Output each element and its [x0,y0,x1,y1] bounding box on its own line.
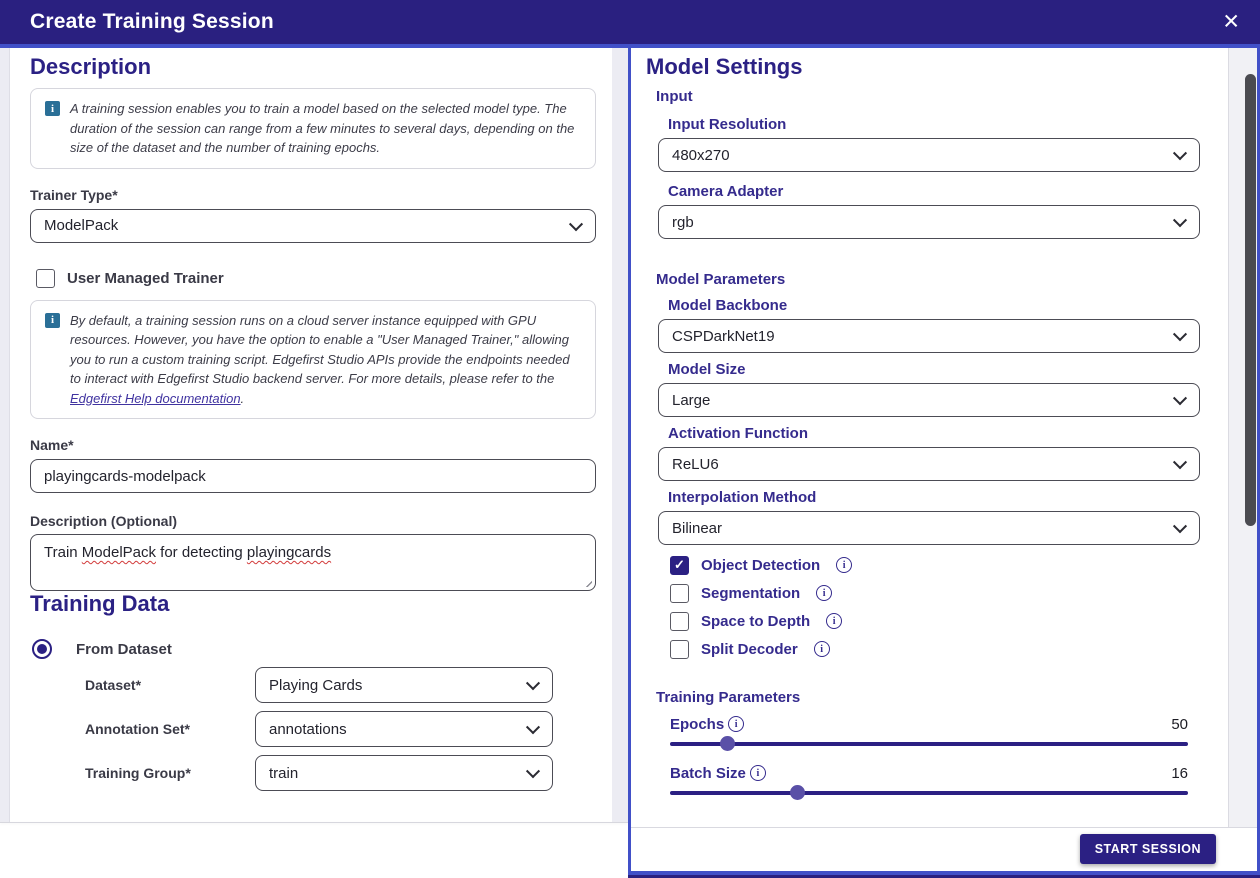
chevron-down-icon [569,217,583,231]
interpolation-method-select[interactable] [658,511,1200,545]
annotation-set-value: annotations [269,720,347,738]
center-gutter [612,48,628,822]
split-decoder-label: Split Decoder [701,640,798,658]
description-textarea[interactable]: Train ModelPack for detecting playingcards [30,534,596,591]
space-to-depth-checkbox-row[interactable] [670,609,1216,633]
batch-size-value: 16 [1171,764,1188,782]
batch-size-label: Batch Size i [670,765,766,782]
info-circle-icon[interactable]: i [750,765,766,781]
trainer-type-select[interactable] [30,209,596,243]
input-resolution-label: Input Resolution [668,116,787,133]
name-value: playingcards-modelpack [44,467,206,485]
training-data-section-heading: Training Data [30,591,170,616]
model-size-value: Large [672,391,711,409]
user-managed-trainer-checkbox-row[interactable] [36,269,596,288]
close-icon[interactable]: ✕ [1222,10,1240,34]
dataset-select[interactable] [255,667,553,703]
chevron-down-icon [526,764,540,778]
panel-scrollbar-thumb[interactable] [1245,74,1256,526]
segmentation-checkbox[interactable] [670,584,689,603]
segmentation-label: Segmentation [701,584,801,602]
model-size-select[interactable] [658,383,1200,417]
user-managed-info-box [30,300,596,420]
chevron-down-icon [526,720,540,734]
from-dataset-radio[interactable] [32,639,52,659]
chevron-down-icon [1173,146,1187,160]
annotation-set-row [30,711,596,747]
training-group-row [30,755,596,791]
model-parameters-heading: Model Parameters [656,271,786,288]
description-optional-label: Description (Optional) [30,513,177,529]
model-backbone-label: Model Backbone [668,297,788,314]
chevron-down-icon [1173,391,1187,405]
space-to-depth-checkbox[interactable] [670,612,689,631]
batch-size-slider-thumb[interactable] [790,785,805,800]
interpolation-method-value: Bilinear [672,519,723,537]
object-detection-checkbox[interactable]: ✓ [670,556,689,575]
info-circle-icon[interactable]: i [816,585,832,601]
batch-size-slider[interactable] [670,791,1188,795]
left-column [0,48,628,878]
chevron-down-icon [1173,455,1187,469]
info-text: By default, a training session runs on a cloud server instance equipped with GPU resources. However, you have the option to enable a "User Managed Trainer," allowing you to run a custom training script. Edgefirst Studio APIs provide the endpoints needed to interact with Edgefirst Studio backend server. For more details, please refer to the Edgefirst Help documentation. [70,312,570,406]
activation-function-label: Activation Function [668,425,808,442]
model-size-label: Model Size [668,361,746,378]
dataset-label: Dataset* [85,676,142,693]
epochs-slider-thumb[interactable] [720,736,735,751]
chevron-down-icon [1173,519,1187,533]
info-circle-icon[interactable]: i [728,716,744,732]
info-square-icon: i [45,313,60,328]
trainer-type-label: Trainer Type* [30,186,118,203]
info-circle-icon[interactable]: i [814,641,830,657]
object-detection-label: Object Detection [701,556,821,574]
chevron-down-icon [1173,213,1187,227]
info-text: A training session enables you to train a model based on the selected model type. The duration of the session can range from a few minutes to several days, depending on the size of the dataset and the number of training epochs. [70,101,575,155]
misspelled-word: ModelPack [81,544,156,561]
model-backbone-value: CSPDarkNet19 [672,327,775,345]
info-square-icon: i [45,101,60,116]
epochs-value: 50 [1171,715,1188,733]
textarea-resize-handle[interactable] [582,577,592,587]
training-group-label: Training Group* [85,764,191,781]
camera-adapter-label: Camera Adapter [668,183,784,200]
misspelled-word: playingcards [246,544,332,561]
object-detection-checkbox-row[interactable] [670,553,1216,577]
training-session-info-box [30,88,596,169]
left-gutter [0,48,10,822]
dataset-row [30,667,596,703]
panel-scrollbar-track[interactable] [1228,48,1257,830]
interpolation-method-label: Interpolation Method [668,489,817,506]
epochs-slider[interactable] [670,742,1188,746]
epochs-label: Epochs i [670,716,744,733]
dialog-title: Create Training Session [30,10,274,33]
annotation-set-select[interactable] [255,711,553,747]
panel-footer [631,827,1257,871]
info-circle-icon[interactable]: i [826,613,842,629]
edgefirst-help-link[interactable]: Edgefirst Help documentation [70,390,241,406]
user-managed-trainer-label: User Managed Trainer [67,269,224,287]
activation-function-select[interactable] [658,447,1200,481]
input-resolution-value: 480x270 [672,146,730,164]
description-section-heading: Description [30,54,152,79]
trainer-type-value: ModelPack [44,217,119,234]
training-parameters-heading: Training Parameters [656,689,801,706]
model-settings-panel [628,48,1260,875]
annotation-set-label: Annotation Set* [85,720,190,737]
dialog-header [0,0,1260,44]
info-circle-icon[interactable]: i [836,557,852,573]
dataset-value: Playing Cards [269,676,363,694]
input-resolution-select[interactable] [658,138,1200,172]
epochs-row [670,715,1188,733]
user-managed-trainer-checkbox[interactable] [36,269,55,288]
chevron-down-icon [1173,327,1187,341]
name-input[interactable] [30,459,596,493]
start-session-button[interactable]: START SESSION [1080,834,1216,864]
left-footer-divider [0,822,628,823]
from-dataset-label: From Dataset [76,640,172,658]
model-backbone-select[interactable] [658,319,1200,353]
training-group-select[interactable] [255,755,553,791]
model-settings-heading: Model Settings [646,54,803,79]
from-dataset-radio-row[interactable] [30,639,596,659]
space-to-depth-label: Space to Depth [701,612,811,630]
activation-function-value: ReLU6 [672,455,719,473]
training-group-value: train [269,764,299,782]
segmentation-checkbox-row[interactable] [670,581,1216,605]
split-decoder-checkbox-row[interactable] [670,637,1216,661]
batch-size-row [670,764,1188,782]
name-label: Name* [30,437,74,453]
chevron-down-icon [526,676,540,690]
split-decoder-checkbox[interactable] [670,640,689,659]
input-group-heading: Input [656,88,693,105]
camera-adapter-value: rgb [672,213,694,231]
camera-adapter-select[interactable] [658,205,1200,239]
